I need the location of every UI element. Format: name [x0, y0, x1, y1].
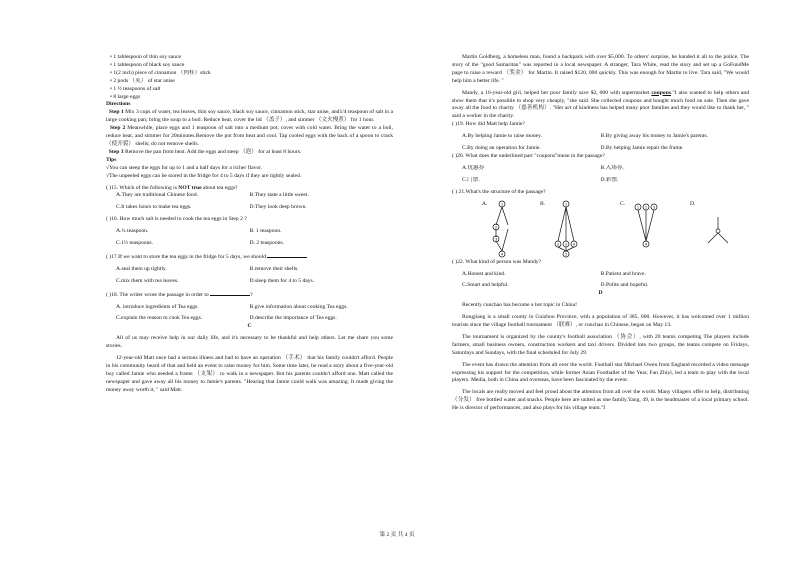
q18-text: ( )18. The writer wrote the passage in order to [106, 291, 209, 298]
q18-options-row [106, 315, 393, 323]
p2-text: Mandy, a 16-year-old girl, helped her poor family save $2, 000 with supermarket [462, 89, 652, 96]
q15-option-a: A.They are traditional Chinese food. [116, 192, 199, 199]
svg-text:5: 5 [564, 251, 568, 256]
svg-text:2: 2 [556, 241, 560, 246]
q15-bold: NOT true [178, 184, 202, 191]
q15-text: ( )15. Which of the following is [106, 184, 179, 191]
svg-text:3: 3 [652, 204, 656, 209]
q22-options-row [452, 271, 749, 279]
question-18 [106, 290, 393, 300]
q20-option-c: C.门票. [462, 176, 480, 183]
page-number: 第 2 页 共 4 页 [379, 532, 415, 538]
section-c-heading: C [247, 323, 252, 330]
q16-options-row [106, 240, 393, 248]
q22-options-row [452, 282, 749, 290]
svg-text:3: 3 [494, 236, 498, 241]
q22-option-c: C.Smart and helpful. [462, 282, 509, 289]
ingredient-item: • 1 tablespoon of thin soy sauce [110, 54, 181, 60]
q19-option-d: D.By helping Jamie repair the frame. [600, 145, 684, 152]
svg-text:1: 1 [564, 201, 568, 206]
svg-text:4: 4 [500, 251, 504, 256]
q15-text-end: about tea eggs? [201, 184, 238, 191]
passage-c-paragraph [452, 90, 749, 122]
q16-option-c: C.1½ teaspoons. [116, 240, 153, 247]
question-22: ( )22. What kind of person was Mandy? [452, 258, 542, 265]
q19-option-b: B.By giving away his money to Jamie's parents. [600, 133, 708, 140]
passage-c-paragraph: All of us may receive help in our daily life, and it's necessary to be thankful and help others. Let me share you some stories. [106, 335, 393, 350]
question-17 [106, 252, 393, 262]
q22-option-d: D.Polite and hopeful. [600, 282, 649, 289]
q17-option-d: D.sleep them for 4 to 5 days. [249, 277, 315, 284]
svg-text:1: 1 [636, 204, 640, 209]
diagram-d-graphic [700, 201, 740, 259]
q20-option-d: D.彩票. [600, 176, 619, 183]
passage-d-paragraph: The tournament is organized by the county's football association （协会）, with 20 teams competing The players include farmers, small business owners, construction workers and taxi drivers. Divided into two groups, the teams compete on Fridays, Saturdays and Sundays, with the final scheduled for July 29. [452, 333, 749, 356]
diagram-c-label: C. [620, 200, 626, 207]
step-2 [106, 125, 393, 149]
q15-option-c: C.It takes hours to make tea eggs. [116, 204, 192, 211]
q16-option-b: B. 1 teaspoon. [249, 228, 282, 235]
q19-options-row [452, 133, 749, 141]
q18-text-end: ? [250, 291, 253, 298]
diagram-c-graphic [630, 201, 670, 259]
passage-c-paragraph: Martin Goldberg, a homeless man, found a backpack with over $5,000. To others' surprise, he handed it all to the police. The story of the "good Samaritan" was reported in a local newspaper. A stranger, Tara White, read the story and set up a GoFundMe page to raise a reward （奖金） for Martin. It raised $120, 000 quickly. This was enough for Martin to live. Tara said, "We would help him a better life. " [452, 54, 749, 84]
diagram-a-graphic [492, 201, 532, 259]
directions-title: Directions [106, 101, 131, 108]
left-column [106, 54, 393, 395]
ingredient-item: • 8 large eggs [110, 93, 141, 100]
right-column [452, 54, 749, 413]
diagram-b-label: B. [540, 200, 546, 207]
q15-options-row [106, 204, 393, 212]
passage-d-paragraph: The event has drawn the attention from all over the world. Football star Michael Owen from England recorded a video message expressing his support for the competition, while former Asian Footballer of the Year, Fan Zhiyi, led a team to play with the local players. Media, both in China and overseas, have been fascinated by the event. [452, 361, 749, 384]
tip-item: √You can steep the eggs for up to 1 and a half days for a richer flavor. [106, 164, 263, 171]
q15-option-b: B.They taste a little sweet. [249, 192, 309, 199]
q19-option-a: A.By helping Jamie to raise money. [462, 133, 542, 140]
q17-option-c: C.mix them with tea leaves. [116, 277, 179, 284]
question-19: ( )19. How did Matt help Jamie? [452, 121, 525, 128]
coupons-underlined: coupons [651, 89, 671, 96]
q18-option-c: C.explain the reason to cook Tea eggs. [116, 315, 203, 322]
q18-options-row [106, 304, 393, 312]
q22-option-b: B.Patient and brave. [600, 270, 646, 277]
q19-options-row [452, 145, 749, 153]
q17-option-a: A.seal them up tightly. [116, 265, 167, 272]
q20-option-a: A.优惠券 [462, 164, 485, 171]
q20-option-b: B.入场券。 [600, 164, 629, 171]
step-3 [106, 149, 393, 157]
ingredient-item: • 1 ½ teaspoons of salt [110, 85, 161, 92]
q17-option-b: B.remove their shells. [249, 265, 299, 272]
ingredient-item: • 1 tablespoon of black soy sauce [110, 61, 185, 68]
step-3-label: Step 3 [108, 148, 124, 155]
step-1-text: Mix 3 cups of water, tea leaves, thin soy sauce, black soy sauce, cinnamon stick, star anise, and1/4 teaspoon of salt in a large cooking pan; bring the soup to a boil. Reduce heat, cover the lid （盖子）, and simmer （文火慢煮） for 1 hour. [106, 109, 394, 124]
svg-text:1: 1 [500, 201, 504, 206]
p2-text-end: ."I also wanted to help others and show them that it's possible to shop very cheaply, "she said. She collected coupons and bought much food on sale. Then she gave away all the food to charity （慈善机构）. "Her act of kindness has helped many poor families and they would like to thank her, " said a worker in the charity. [452, 89, 750, 120]
diagram-b-graphic [550, 201, 590, 259]
step-1 [106, 109, 393, 125]
q20-options-row [452, 177, 749, 185]
svg-text:3: 3 [564, 241, 568, 246]
q17-options-row [106, 278, 393, 286]
passage-d-paragraph: Recently cunchao has become a hot topic in China! [462, 302, 577, 309]
step-2-label: Step 2 [109, 125, 126, 132]
q15-options-row [106, 192, 393, 200]
step-3-text: Remove the pan from heat. Add the eggs and steep （泡） for at least 8 hours. [123, 148, 302, 155]
svg-text:4: 4 [572, 241, 576, 246]
q19-option-c: C.By doing an operation for Jamie. [462, 145, 541, 152]
q15-option-d: D.They look deep brown. [249, 204, 307, 211]
answer-blank [210, 290, 253, 298]
q16-option-d: D. 2 teaspoons. [249, 240, 284, 247]
q16-options-row [106, 228, 393, 236]
question-20: ( )20. What does the underlined part "coupons"mean in the passage? [452, 152, 605, 159]
tip-item: √The unpeeled eggs can be stored in the fridge for 4 to 5 days if they are tightly sealed. [106, 172, 302, 179]
q17-options-row [106, 266, 393, 274]
q18-option-b: B.give information about cooking Tea eggs. [249, 303, 348, 310]
svg-text:2: 2 [644, 204, 648, 209]
question-16: ( )16. How much salt is needed to cook the tea eggs in Step 2 ? [106, 216, 247, 223]
q20-options-row [452, 165, 749, 173]
svg-text:2: 2 [494, 224, 498, 229]
ingredient-item: • 1(2 inch) piece of cinnamon （肉桂）stick [110, 69, 211, 76]
svg-text:4: 4 [644, 241, 648, 246]
section-d-heading: D [598, 290, 603, 297]
q18-option-a: A. introduce ingredients of Tea eggs. [116, 303, 199, 310]
question-21: ( ) 21.What's the structure of the passage? [452, 188, 546, 195]
question-15 [106, 185, 393, 193]
passage-d-paragraph: Rongjiang is a small county in Guizhou Province, with a population of 385, 000. However, it has welcomed over 1 million tourists since the village football tournament （联赛）, or cunchao in Chinese, began on May 13. [452, 314, 749, 329]
ingredient-item: • 2 pods （荚） of star anise [110, 77, 175, 84]
answer-blank [267, 252, 307, 258]
step-2-text: Meanwhile, place eggs and 1 teaspoon of salt into a medium pot; cover with cold water. Bring the water to a boil, reduce heat, and simmer for 20minutes.Remove the pot from heat and cool. Tap cooled eggs with the back of a spoon to crack （使开裂） shells; do not remove shells. [106, 125, 394, 147]
tips-title: Tips [106, 156, 117, 163]
diagram-d-label: D. [690, 200, 696, 207]
q18-option-d: D.describe the importance of Tea eggs. [249, 315, 337, 322]
q17-text: ( )17.If we want to store the tea eggs in the fridge for 5 days, we should [106, 253, 266, 260]
diagram-a-label: A. [482, 200, 488, 207]
q22-option-a: A.Honest and kind. [462, 270, 506, 277]
structure-diagrams [452, 201, 749, 259]
q16-option-a: A.¼ teaspoon. [116, 228, 149, 235]
step-1-label: Step 1 [108, 109, 124, 116]
passage-d-paragraph: The locals are really moved and feel proud about the attention from all over the world. Many villagers offer to help, distributing （分发） free bottled water and snacks. People here are united as one family.Yang, 49, is the headmaster of a local primary school. He is director of performances, and also plays for his village team."I [452, 389, 749, 412]
passage-c-paragraph: 12-year-old Matt once had a serious illness and had to have an operation （手术） that his family couldn't afford. People in his community heard of that and held an event to raise money for him. Some time later, he read a story about a five-year-old boy called Jamie who needed a frame （支架） to walk in a newspaper. But his parents couldn't afford one. Matt called the newspaper and gave away all his money to Jamie's parents. "Hearing that Jamie could walk was amazing. It made giving the money away worth it, " said Matt. [106, 355, 393, 393]
